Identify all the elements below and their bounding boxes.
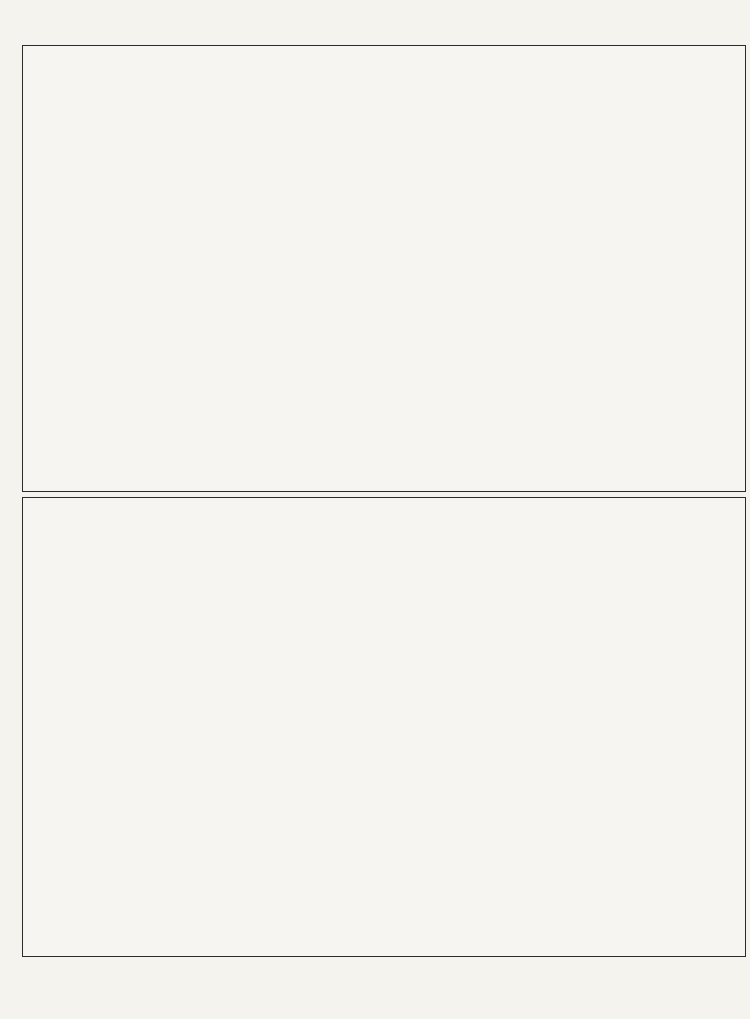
roster-table-top — [22, 45, 746, 492]
roster-table-bottom — [22, 497, 746, 957]
